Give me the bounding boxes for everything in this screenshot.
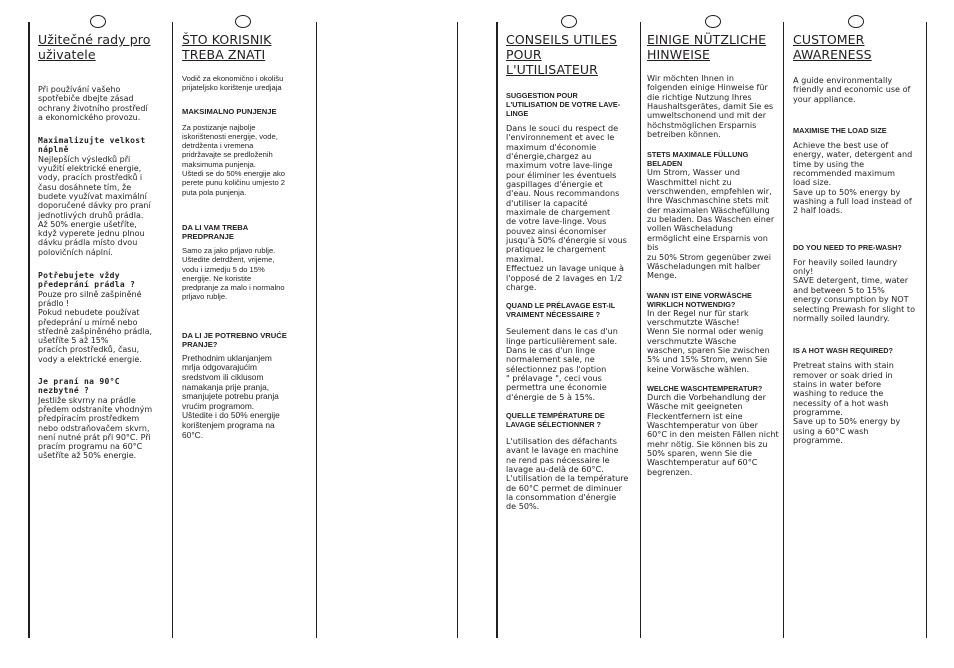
section-heading-load: MAXIMISE THE LOAD SIZE bbox=[793, 126, 887, 136]
section-body-prewash: Seulement dans le cas d'un linge particulièrement sale. Dans le cas d'un linge normalement sale, ne sélectionnez pas l'option " prélavage ", ceci vous permettra une économie d'énergie de 5 à 15%. bbox=[506, 326, 618, 402]
column-divider-4 bbox=[783, 22, 784, 638]
section-heading-prewash: DA LI VAM TREBA PREDPRANJE bbox=[182, 222, 249, 241]
column-czech bbox=[38, 32, 166, 461]
intro-text: Vodič za ekonomično i okolišu prijateljsko korištenje uredjaja bbox=[182, 74, 284, 93]
language-marker-german bbox=[705, 15, 721, 28]
intro-text: Při používání vašeho spotřebiče dbejte zásad ochrany životního prostředí a ekonomického provozu. bbox=[38, 85, 148, 122]
column-english bbox=[793, 32, 923, 445]
column-title: ŠTO KORISNIK TREBA ZNATI bbox=[182, 32, 272, 62]
section-heading-prewash: QUAND LE PRÉLAVAGE EST-IL VRAIMENT NÉCESSAIRE ? bbox=[506, 301, 616, 320]
section-body-load: Za postizanje najbolje iskorištenosti energije, vode, detrdženta i vremena pridržavajte se predloženih maksimuma punjenja. Uštedi se do 50% energije ako perete punu količinu umjesto 2 puta pola punjenja. bbox=[182, 122, 286, 197]
section-body-load: Nejlepších výsledků při využití elektrické energie, vody, pracích prostředků i času dosáhnete tím, že budete využívat maximální doporučené dávky pro praní jednotlivých druhů prádla. Až 50% energie ušetříte, když vyperete jednu plnou dávku prádla místo dvou polovičních náplní. bbox=[38, 154, 151, 257]
language-marker-croatian bbox=[235, 15, 251, 28]
column-title: CONSEILS UTILES POUR L'UTILISATEUR bbox=[506, 32, 618, 77]
section-body-hot-wash: Pretreat stains with stain remover or soak dried in stains in water before washing to reduce the necessity of a hot wash programme. Save up to 50% energy by using a 60°C wash programme. bbox=[793, 360, 901, 445]
language-marker-french bbox=[561, 15, 577, 28]
column-title: EINIGE NÜTZLICHE HINWEISE bbox=[647, 32, 767, 62]
page-left-edge-rule bbox=[28, 22, 30, 638]
section-body-hot-wash: L'utilisation des défachants avant le lavage en machine ne rend pas nécessaire le lavage au-delà de 60°C. L'utilisation de la température de 60°C permet de diminuer la consommation d'énergie de 50%. bbox=[506, 435, 629, 512]
section-heading-hot-wash: IS A HOT WASH REQUIRED? bbox=[793, 346, 893, 356]
section-heading-load: STETS MAXIMALE FÜLLUNG BELADEN bbox=[647, 150, 749, 169]
page-gutter-rule bbox=[457, 22, 458, 638]
section-body-hot-wash: Prethodnim uklanjanjem mrlja odgovarajućim sredstvom ili ciklusom namakanja prije pranja, smanjujete potrebu pranja vrućim programom. Uštedite i do 50% energije korištenjem programa na 60°C. bbox=[182, 352, 280, 440]
section-body-load: Dans le souci du respect de l'environnement et avec le maximum d'économie d'énergie,chargez au maximum votre lave-linge pour éliminer les éventuels gaspillages d'énergie et d'eau. Nous recommandons d'utiliser la capacité maximale de chargement de votre lave-linge. Vous pouvez ainsi économiser jusqu'à 50% d'énergie si vous pratiquez le chargement maximal. Effectuez un lavage unique à l'opposé de 2 lavages en 1/2 charge. bbox=[506, 123, 627, 292]
section-heading-hot-wash: QUELLE TEMPÉRATURE DE LAVAGE SÉLECTIONNER ? bbox=[506, 410, 605, 429]
column-german bbox=[647, 32, 779, 477]
section-body-prewash: Samo za jako prljavo rublje. Uštedite detrdžent, vrijeme, vodu i izmedju 5 do 15% energije. Ne koristite predpranje za malo i normalno prljavo rublje. bbox=[182, 245, 285, 302]
column-divider-2 bbox=[316, 22, 317, 638]
language-marker-czech bbox=[90, 15, 106, 28]
column-divider-3 bbox=[640, 22, 641, 638]
section-body-prewash: In der Regel nur für stark verschmutzte Wäsche! Wenn Sie normal oder wenig verschmutzte Wäsche waschen, sparen Sie zwischen 5% und 15% Strom, wenn Sie keine Vorwäsche wählen. bbox=[647, 307, 770, 374]
section-body-load: Um Strom, Wasser und Waschmittel nicht zu verschwenden, empfehlen wir, Ihre Waschmaschine stets mit der maximalen Wäschefüllung zu beladen. Das Waschen einer vollen Wäscheladung ermöglicht eine Ersparnis von bis zu 50% Strom gegenüber zwei Wäscheladungen mit halber Menge. bbox=[647, 167, 775, 281]
section-heading-hot-wash: WELCHE WASCHTEMPERATUR? bbox=[647, 383, 763, 393]
intro-text: A guide environmentally friendly and economic use of your appliance. bbox=[793, 75, 911, 104]
section-body-prewash: Pouze pro silně zašpiněné prádlo ! Pokud nebudete používat předeprání u mírně nebo středně zašpiněného prádla, ušetříte 5 až 15% pracích prostředků, času, vody a elektrické energie. bbox=[38, 289, 153, 364]
intro-text: Wir möchten Ihnen in folgenden einige Hinweise für die richtige Nutzung Ihres Haushaltsgerätes, damit Sie es umweltschonend und mit der höchstmöglichen Ersparnis betreiben können. bbox=[647, 73, 774, 140]
column-title: Užitečné rady pro uživatele bbox=[38, 32, 151, 62]
column-divider-1 bbox=[172, 22, 173, 638]
language-marker-english bbox=[848, 15, 864, 28]
section-body-prewash: For heavily soiled laundry only! SAVE detergent, time, water and between 5 to 15% energy consumption by NOT selecting Prewash for slight to normally soiled laundry. bbox=[793, 256, 916, 323]
section-heading-prewash: Potřebujete vždy předeprání prádla ? bbox=[38, 271, 136, 290]
page-right-start-rule bbox=[496, 22, 498, 638]
section-heading-hot-wash: Je praní na 90°C nezbytné ? bbox=[38, 377, 120, 396]
section-body-hot-wash: Jestliže skvrny na prádle předem odstraníte vhodným předpíracím prostředkem nebo odstraňovačem skvrn, není nutné prát při 90°C. Při pracím programu na 60°C ušetříte až 50% energie. bbox=[38, 395, 153, 461]
section-heading-prewash: DO YOU NEED TO PRE-WASH? bbox=[793, 242, 902, 252]
section-body-hot-wash: Durch die Vorbehandlung der Wäsche mit geeigneten Fleckentfernern ist eine Waschtemperatur von über 60°C in den meisten Fällen nicht mehr nötig. Sie können bis zu 50% sparen, wenn Sie die Waschtemperatur auf 60°C begrenzen. bbox=[647, 391, 779, 477]
section-heading-hot-wash: DA LI JE POTREBNO VRUĆE PRANJE? bbox=[182, 330, 287, 349]
section-heading-load: Maximalizujte velkost náplně bbox=[38, 136, 146, 155]
section-heading-load: SUGGESTION POUR L'UTILISATION DE VOTRE LAVE- LINGE bbox=[506, 91, 621, 118]
column-french bbox=[506, 32, 636, 512]
section-heading-prewash: WANN IST EINE VORWÄSCHE WIRKLICH NOTWENDIG? bbox=[647, 290, 752, 309]
column-title: CUSTOMER AWARENESS bbox=[793, 32, 872, 62]
page-right-edge-rule bbox=[926, 22, 927, 638]
section-heading-load: MAKSIMALNO PUNJENJE bbox=[182, 106, 277, 116]
section-body-load: Achieve the best use of energy, water, detergent and time by using the recommended maximum load size. Save up to 50% energy by washing a full load instead of 2 half loads. bbox=[793, 140, 913, 216]
column-croatian bbox=[182, 32, 312, 440]
